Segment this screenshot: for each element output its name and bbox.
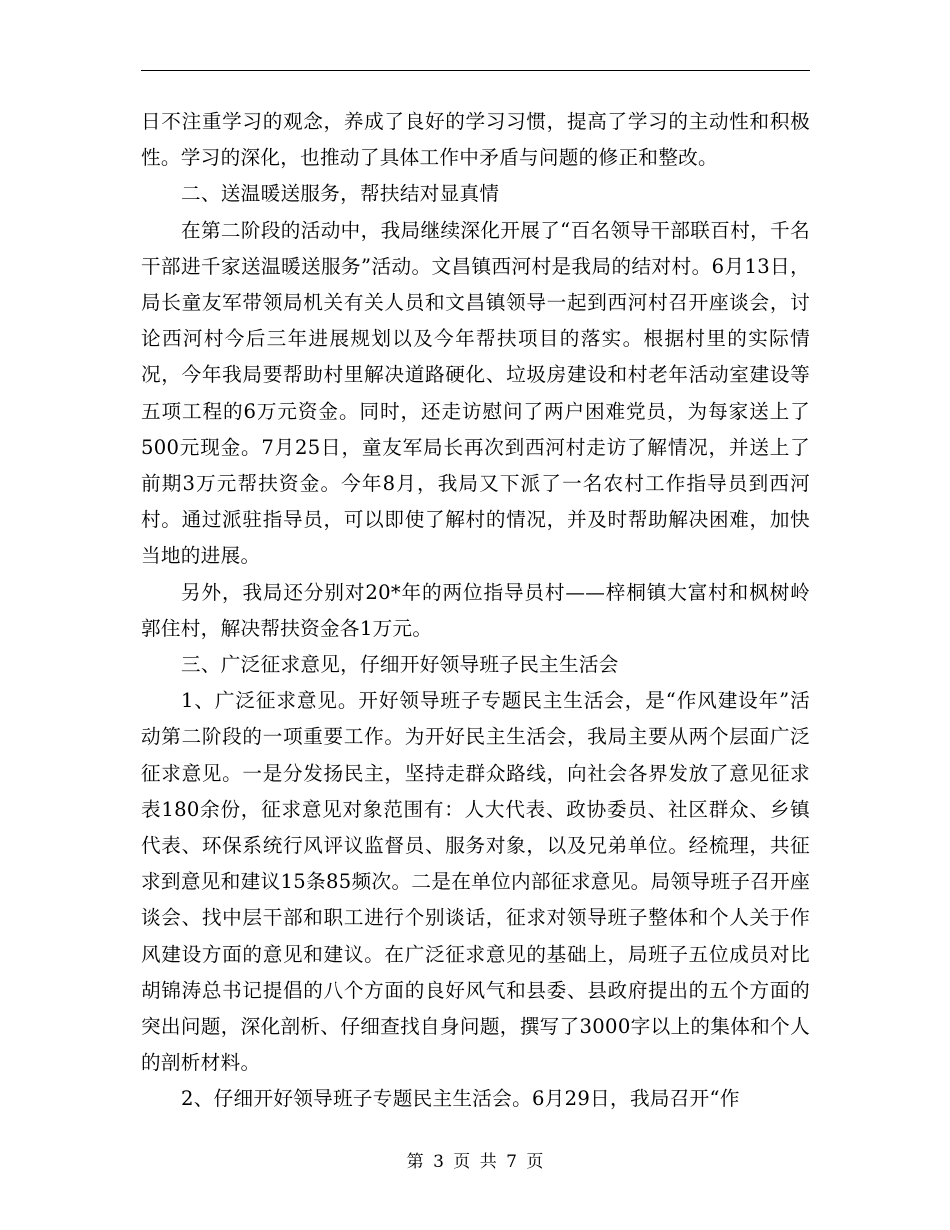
header-rule: [141, 70, 810, 71]
paragraph: 在第二阶段的活动中，我局继续深化开展了“百名领导干部联百村，千名干部进千家送温暖送服务”活动。文昌镇西河村是我局的结对村。6月13日，局长童友军带领局机关有关人员和文昌镇领导一起到西河村召开座谈会，讨论西河村今后三年进展规划以及今年帮扶项目的落实。根据村里的实际情况，今年我局要帮助村里解决道路硬化、垃圾房建设和村老年活动室建设等五项工程的6万元资金。同时，还走访慰问了两户困难党员，为每家送上了500元现金。7月25日，童友军局长再次到西河村走访了解情况，并送上了前期3万元帮扶资金。今年8月，我局又下派了一名农村工作指导员到西河村。通过派驻指导员，可以即使了解村的情况，并及时帮助解决困难，加快当地的进展。: [141, 218, 810, 568]
document-body: [141, 104, 810, 1118]
section-heading: 二、送温暖送服务，帮扶结对显真情: [181, 182, 500, 206]
paragraph: 2、仔细开好领导班子专题民主生活会。6月29日，我局召开“作: [181, 1087, 740, 1111]
section-heading: 三、广泛征求意见，仔细开好领导班子民主生活会: [181, 653, 619, 677]
paragraph: 日不注重学习的观念，养成了良好的学习习惯，提高了学习的主动性和积极性。学习的深化，也推动了具体工作中矛盾与问题的修正和整改。: [141, 110, 810, 170]
paragraph: 1、广泛征求意见。开好领导班子专题民主生活会，是“作风建设年”活动第二阶段的一项重要工作。为开好民主生活会，我局主要从两个层面广泛征求意见。一是分发扬民主，坚持走群众路线，向社会各界发放了意见征求表180余份，征求意见对象范围有：人大代表、政协委员、社区群众、乡镇代表、环保系统行风评议监督员、服务对象，以及兄弟单位。经梳理，共征求到意见和建议15条85频次。二是在单位内部征求意见。局领导班子召开座谈会、找中层干部和职工进行个别谈话，征求对领导班子整体和个人关于作风建设方面的意见和建议。在广泛征求意见的基础上，局班子五位成员对比胡锦涛总书记提倡的八个方面的良好风气和县委、县政府提出的五个方面的突出问题，深化剖析、仔细查找自身问题，撰写了3000字以上的集体和个人的剖析材料。: [141, 689, 810, 1075]
page-number: 第 3 页 共 7 页: [406, 1152, 544, 1172]
paragraph: 另外，我局还分别对20*年的两位指导员村——梓桐镇大富村和枫树岭郭住村，解决帮扶资金各1万元。: [141, 580, 810, 640]
